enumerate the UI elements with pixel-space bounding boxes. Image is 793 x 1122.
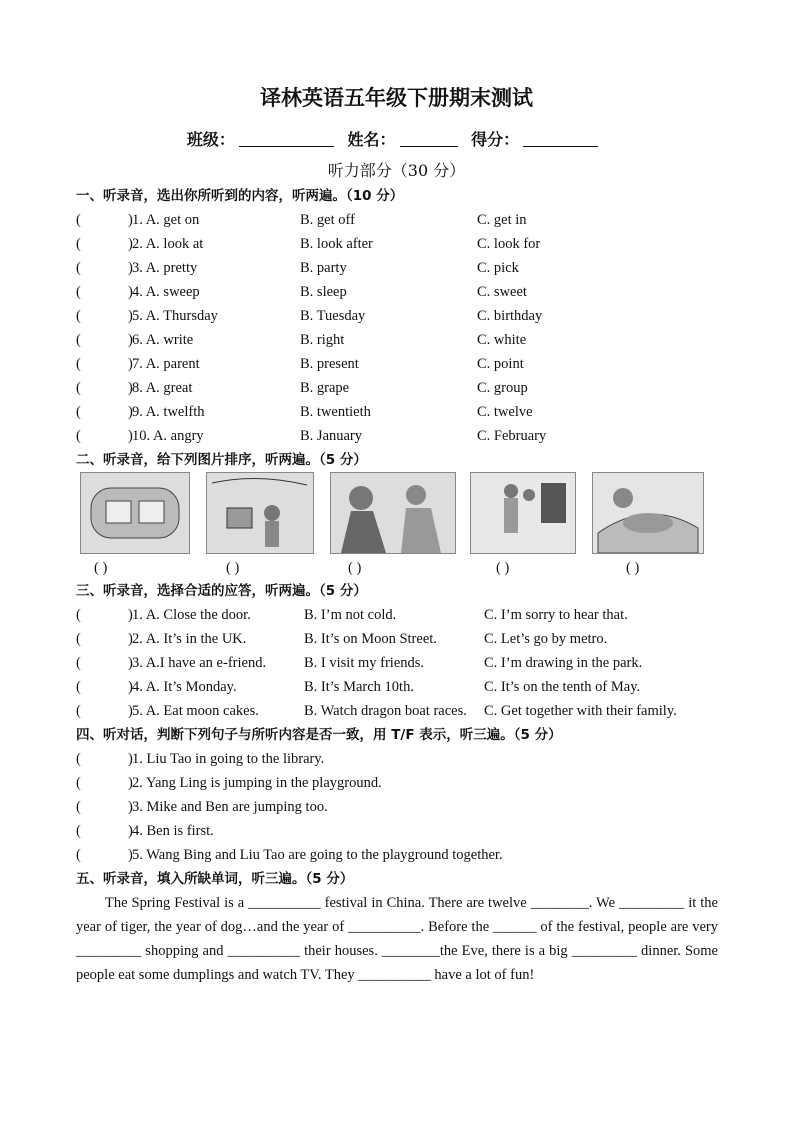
answer-paren-close: ) (128, 212, 133, 228)
answer-paren-open[interactable]: ( (76, 607, 81, 623)
option-c: C. I’m sorry to hear that. (484, 607, 628, 623)
option-a: 10. A. angry (132, 428, 204, 444)
picture-1-answer[interactable]: ( ) (94, 560, 108, 576)
answer-paren-open[interactable]: ( (76, 751, 81, 767)
exam-body (76, 184, 718, 987)
question-row (76, 843, 718, 867)
option-a: 4. A. sweep (132, 284, 200, 300)
listening-part-title: 听力部分（30 分） (327, 161, 466, 180)
answer-paren-close: ) (128, 679, 133, 695)
answer-paren-close: ) (128, 404, 133, 420)
answer-paren-close: ) (128, 236, 133, 252)
answer-paren-close: ) (128, 823, 133, 839)
answer-paren-open[interactable]: ( (76, 236, 81, 252)
answer-paren-open[interactable]: ( (76, 212, 81, 228)
option-b: B. twentieth (300, 404, 371, 420)
answer-paren-open[interactable]: ( (76, 655, 81, 671)
question-row (76, 352, 718, 376)
option-c: C. twelve (477, 404, 533, 420)
option-c: C. point (477, 356, 524, 372)
option-b: B. January (300, 428, 363, 444)
score-label: 得分： (471, 130, 520, 149)
question-row (76, 795, 718, 819)
answer-paren-close: ) (128, 751, 133, 767)
picture-3 (330, 472, 456, 554)
answer-paren-close: ) (128, 847, 133, 863)
statement: 2. Yang Ling is jumping in the playground. (132, 775, 382, 791)
option-b: B. right (300, 332, 345, 348)
answer-paren-open[interactable]: ( (76, 799, 81, 815)
option-a: 7. A. parent (132, 356, 200, 372)
option-c: C. I’m drawing in the park. (484, 655, 643, 671)
question-row (76, 328, 718, 352)
answer-paren-open[interactable]: ( (76, 847, 81, 863)
option-c: C. look for (477, 236, 541, 252)
picture-2 (206, 472, 314, 554)
picture-4 (470, 472, 576, 554)
option-a: 1. A. Close the door. (132, 607, 251, 623)
statement: 5. Wang Bing and Liu Tao are going to the playground together. (132, 847, 503, 863)
answer-paren-open[interactable]: ( (76, 332, 81, 348)
option-a: 3. A. pretty (132, 260, 198, 276)
picture-row (76, 472, 718, 579)
question-row (76, 256, 718, 280)
option-b: B. get off (300, 212, 355, 228)
option-b: B. It’s March 10th. (304, 679, 414, 695)
question-row (76, 424, 718, 448)
picture-3-answer[interactable]: ( ) (348, 560, 362, 576)
picture-2-answer[interactable]: ( ) (226, 560, 240, 576)
answer-paren-open[interactable]: ( (76, 308, 81, 324)
question-row (76, 304, 718, 328)
question-row (76, 280, 718, 304)
section-3-heading: 三、听录音，选择合适的应答，听两遍。（5 分） (76, 583, 367, 599)
cloze-paragraph: The Spring Festival is a __________ festival in China. There are twelve ________. We _________ it the year of tiger, the year of dog…and the year of __________. Before the ______ of the festival, people are very _________ shopping and __________ their houses. ________the Eve, there is a big _________ dinner. Some people eat some dumplings and watch TV. They __________ have a lot of fun! (76, 895, 718, 983)
answer-paren-close: ) (128, 703, 133, 719)
answer-paren-close: ) (128, 607, 133, 623)
answer-paren-close: ) (128, 775, 133, 791)
picture-5-answer[interactable]: ( ) (626, 560, 640, 576)
answer-paren-open[interactable]: ( (76, 823, 81, 839)
question-row (76, 627, 718, 651)
question-row (76, 771, 718, 795)
answer-paren-close: ) (128, 428, 133, 444)
answer-paren-close: ) (128, 308, 133, 324)
statement: 4. Ben is first. (132, 823, 214, 839)
option-c: C. white (477, 332, 527, 348)
option-a: 8. A. great (132, 380, 193, 396)
question-row (76, 675, 718, 699)
class-blank[interactable] (239, 130, 334, 147)
page-title: 译林英语五年级下册期末测试 (260, 86, 533, 110)
option-a: 3. A.I have an e-friend. (132, 655, 267, 671)
option-c: C. Let’s go by metro. (484, 631, 608, 647)
option-a: 9. A. twelfth (132, 404, 205, 420)
statement: 1. Liu Tao in going to the library. (132, 751, 325, 767)
picture-4-answer[interactable]: ( ) (496, 560, 510, 576)
option-a: 5. A. Thursday (132, 308, 218, 324)
option-b: B. I’m not cold. (304, 607, 397, 623)
option-b: B. I visit my friends. (304, 655, 425, 671)
answer-paren-open[interactable]: ( (76, 356, 81, 372)
answer-paren-open[interactable]: ( (76, 703, 81, 719)
answer-paren-close: ) (128, 655, 133, 671)
section-2-heading: 二、听录音，给下列图片排序，听两遍。（5 分） (76, 452, 367, 468)
answer-paren-open[interactable]: ( (76, 404, 81, 420)
question-row (76, 603, 718, 627)
section-1-heading: 一、听录音，选出你所听到的内容，听两遍。（10 分） (76, 188, 404, 204)
answer-paren-close: ) (128, 356, 133, 372)
score-blank[interactable] (523, 130, 598, 147)
option-a: 5. A. Eat moon cakes. (132, 703, 259, 719)
answer-paren-close: ) (128, 332, 133, 348)
option-a: 4. A. It’s Monday. (132, 679, 237, 695)
answer-paren-open[interactable]: ( (76, 631, 81, 647)
answer-paren-close: ) (128, 260, 133, 276)
answer-paren-close: ) (128, 799, 133, 815)
answer-paren-open[interactable]: ( (76, 679, 81, 695)
answer-paren-open[interactable]: ( (76, 260, 81, 276)
option-b: B. party (300, 260, 347, 276)
answer-paren-open[interactable]: ( (76, 284, 81, 300)
option-b: B. grape (300, 380, 350, 396)
question-row (76, 376, 718, 400)
option-c: C. pick (477, 260, 519, 276)
option-a: 6. A. write (132, 332, 194, 348)
option-c: C. February (477, 428, 547, 444)
option-c: C. It’s on the tenth of May. (484, 679, 641, 695)
option-a: 2. A. It’s in the UK. (132, 631, 247, 647)
question-row (76, 699, 718, 723)
question-row (76, 208, 718, 232)
option-b: B. Watch dragon boat races. (304, 703, 467, 719)
question-row (76, 400, 718, 424)
option-a: 1. A. get on (132, 212, 200, 228)
option-a: 2. A. look at (132, 236, 204, 252)
name-blank[interactable] (400, 130, 458, 147)
picture-5 (592, 472, 704, 554)
picture-1 (80, 472, 190, 554)
answer-paren-open[interactable]: ( (76, 380, 81, 396)
option-b: B. It’s on Moon Street. (304, 631, 437, 647)
question-row (76, 819, 718, 843)
option-c: C. group (477, 380, 528, 396)
question-row (76, 651, 718, 675)
question-row (76, 747, 718, 771)
option-b: B. sleep (300, 284, 347, 300)
answer-paren-close: ) (128, 380, 133, 396)
option-c: C. birthday (477, 308, 543, 324)
option-c: C. Get together with their family. (484, 703, 677, 719)
name-label: 姓名： (347, 130, 396, 149)
answer-paren-open[interactable]: ( (76, 428, 81, 444)
section-4-heading: 四、听对话，判断下列句子与所听内容是否一致，用 T/F 表示，听三遍。（5 分） (76, 727, 562, 743)
answer-paren-open[interactable]: ( (76, 775, 81, 791)
section-5-heading: 五、听录音，填入所缺单词，听三遍。（5 分） (76, 871, 354, 887)
option-b: B. Tuesday (300, 308, 366, 324)
option-c: C. sweet (477, 284, 527, 300)
question-row (76, 232, 718, 256)
student-info (0, 127, 793, 150)
statement: 3. Mike and Ben are jumping too. (132, 799, 328, 815)
option-b: B. present (300, 356, 359, 372)
option-b: B. look after (300, 236, 373, 252)
option-c: C. get in (477, 212, 527, 228)
answer-paren-close: ) (128, 284, 133, 300)
answer-paren-close: ) (128, 631, 133, 647)
class-label: 班级： (186, 130, 235, 149)
